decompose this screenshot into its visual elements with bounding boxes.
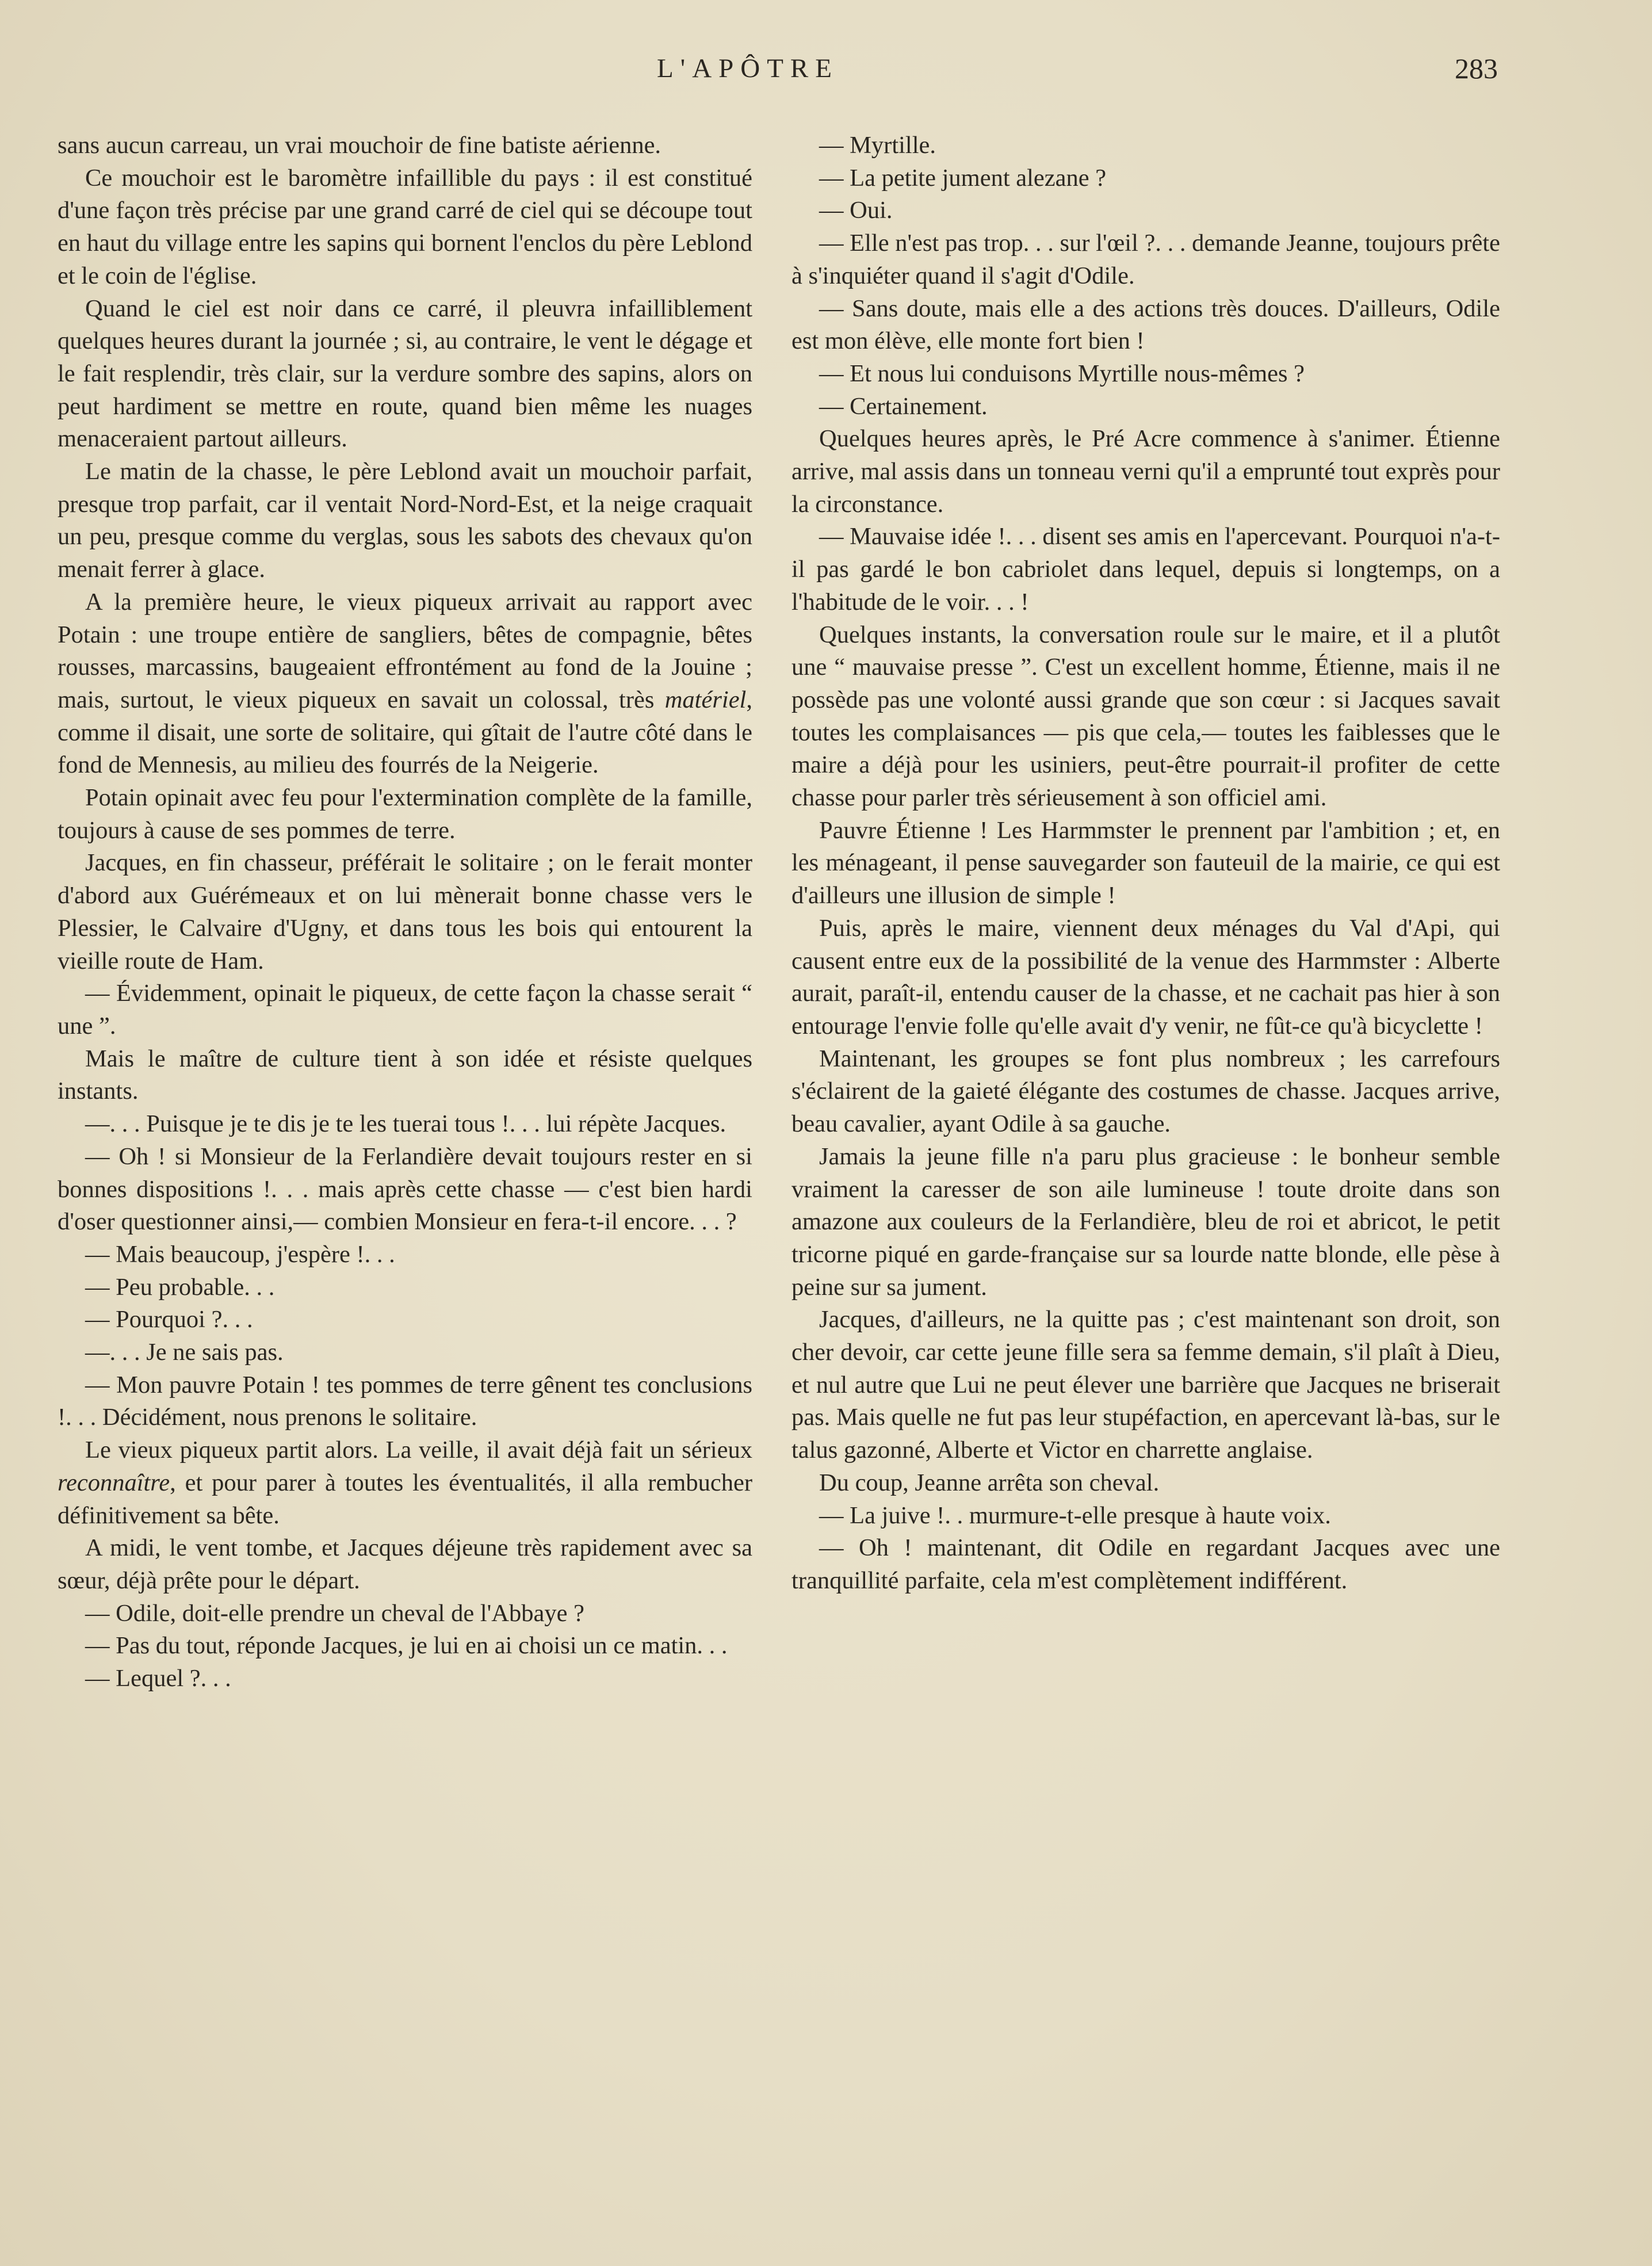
paragraph: —. . . Je ne sais pas. xyxy=(85,1339,284,1366)
running-title: L'APÔTRE xyxy=(657,54,839,83)
paragraph: — Et nous lui conduisons Myrtille nous-mêmes ? xyxy=(819,360,1305,387)
paragraph: — Pourquoi ?. . . xyxy=(85,1306,253,1333)
paragraph: Jacques, en fin chasseur, préférait le solitaire ; on le ferait monter d'abord aux Guérémeaux et on lui mènerait bonne chasse vers le Plessier, le Calvaire d'Ugny, et dans tous les bois qui entourent la vieille route de Ham. xyxy=(58,849,752,975)
paragraph: A midi, le vent tombe, et Jacques déjeune très rapidement avec sa sœur, déjà prête pour le départ. xyxy=(58,1534,752,1594)
italic-word: matériel xyxy=(664,686,747,713)
paragraph: Pauvre Étienne ! Les Harmmster le prennent par l'ambition ; et, en les ménageant, il pense sauvegarder son fauteuil de la mairie, ce qui est d'ailleurs une illusion de simple ! xyxy=(791,816,1500,910)
paragraph: — Pas du tout, réponde Jacques, je lui en ai choisi un ce matin. . . xyxy=(85,1632,728,1660)
paragraph: — Oui. xyxy=(819,197,893,224)
paragraph: Le vieux piqueux partit alors. La veille, il avait déjà fait un sérieux reconnaître, et pour parer à toutes les éventualités, il alla rembucher définitivement sa bête. xyxy=(58,1436,752,1529)
paragraph: — Sans doute, mais elle a des actions très douces. D'ailleurs, Odile est mon élève, elle monte fort bien ! xyxy=(791,295,1500,355)
paragraph: Quelques instants, la conversation roule sur le maire, et il a plutôt une “ mauvaise presse ”. C'est un excellent homme, Étienne, mais il ne possède pas une volonté aussi grande que son cœur : si Jacques savait toutes les complaisances — pis que cela,— toutes les faiblesses que le maire a déjà pour les usiniers, peut-être pourrait-il profiter de cette chasse pour parler très sérieusement à son officiel ami. xyxy=(791,621,1500,812)
paragraph: sans aucun carreau, un vrai mouchoir de fine batiste aérienne. xyxy=(58,132,661,159)
paragraph: Quelques heures après, le Pré Acre commence à s'animer. Étienne arrive, mal assis dans un tonneau verni qu'il a emprunté tout exprès pour la circonstance. xyxy=(791,425,1500,518)
paragraph: — Évidemment, opinait le piqueux, de cette façon la chasse serait “ une ”. xyxy=(58,980,752,1040)
paragraph: — Oh ! maintenant, dit Odile en regardant Jacques avec une tranquillité parfaite, cela m'est complètement indifférent. xyxy=(791,1534,1500,1594)
paragraph: — La petite jument alezane ? xyxy=(819,164,1107,192)
paragraph: — Elle n'est pas trop. . . sur l'œil ?. . . demande Jeanne, toujours prête à s'inquiéter quand il s'agit d'Odile. xyxy=(791,230,1500,289)
paragraph: A la première heure, le vieux piqueux arrivait au rapport avec Potain : une troupe entière de sangliers, bêtes de compagnie, bêtes rousses, marcassins, baugeaient effrontément au fond de la Jouine ; mais, surtout, le vieux piqueux en savait un colossal, très matériel, comme il disait, une sorte de solitaire, qui gîtait de l'autre côté dans le fond de Mennesis, au milieu des fourrés de la Neigerie. xyxy=(58,588,752,779)
paragraph: — Mauvaise idée !. . . disent ses amis en l'apercevant. Pourquoi n'a-t-il pas gardé le bon cabriolet dans lequel, depuis si longtemps, on a l'habitude de le voir. . . ! xyxy=(791,523,1500,616)
paragraph: Du coup, Jeanne arrêta son cheval. xyxy=(819,1469,1160,1496)
paragraph: Le matin de la chasse, le père Leblond avait un mouchoir parfait, presque trop parfait, car il ventait Nord-Nord-Est, et la neige craquait un peu, presque comme du verglas, sous les sabots des chevaux qu'on menait ferrer à glace. xyxy=(58,458,752,583)
paragraph: — Mon pauvre Potain ! tes pommes de terre gênent tes conclusions !. . . Décidément, nous prenons le solitaire. xyxy=(58,1371,752,1431)
page-header xyxy=(0,51,1652,91)
italic-word: reconnaître xyxy=(58,1469,170,1496)
paragraph: Potain opinait avec feu pour l'extermination complète de la famille, toujours à cause de ses pommes de terre. xyxy=(58,784,752,844)
paragraph: — La juive !. . murmure-t-elle presque à haute voix. xyxy=(819,1501,1331,1529)
right-column xyxy=(791,129,1500,1598)
paragraph: Quand le ciel est noir dans ce carré, il pleuvra infailliblement quelques heures durant la journée ; si, au contraire, le vent le dégage et le fait resplendir, très clair, sur la verdure sombre des sapins, alors on peut hardiment se mettre en route, quand bien même les nuages menaceraient partout ailleurs. xyxy=(58,295,752,453)
paragraph: — Odile, doit-elle prendre un cheval de l'Abbaye ? xyxy=(85,1599,584,1627)
paragraph: Puis, après le maire, viennent deux ménages du Val d'Api, qui causent entre eux de la possibilité de la venue des Harmmster : Alberte aurait, paraît-il, entendu causer de la chasse, et ne cachait pas hier à son entourage l'envie folle qu'elle avait d'y venir, ne fût-ce qu'à bicyclette ! xyxy=(791,914,1500,1040)
page-number: 283 xyxy=(1455,52,1498,85)
paragraph: Jacques, d'ailleurs, ne la quitte pas ; c'est maintenant son droit, son cher devoir, car cette jeune fille sera sa femme demain, s'il plaît à Dieu, et nul autre que Lui ne peut élever une barrière que Jacques ne briserait pas. Mais quelle ne fut pas leur stupéfaction, en apercevant là-bas, sur le talus gazonné, Alberte et Victor en charrette anglaise. xyxy=(791,1306,1500,1464)
paragraph: Jamais la jeune fille n'a paru plus gracieuse : le bonheur semble vraiment la caresser de son aile lumineuse ! toute droite dans son amazone aux couleurs de la Ferlandière, bleu de roi et abricot, le petit tricorne piqué en garde-française sur sa lourde natte blonde, elle pèse à peine sur sa jument. xyxy=(791,1142,1500,1301)
paragraph: — Myrtille. xyxy=(819,132,936,159)
paragraph: Mais le maître de culture tient à son idée et résiste quelques instants. xyxy=(58,1045,752,1105)
paragraph: Ce mouchoir est le baromètre infaillible du pays : il est constitué d'une façon très précise par une grand carré de ciel qui se découpe tout en haut du village entre les sapins qui bornent l'enclos du père Leblond et le coin de l'église. xyxy=(58,164,752,289)
paragraph: Maintenant, les groupes se font plus nombreux ; les carrefours s'éclairent de la gaieté élégante des costumes de chasse. Jacques arrive, beau cavalier, ayant Odile à sa gauche. xyxy=(791,1045,1500,1138)
paragraph: — Mais beaucoup, j'espère !. . . xyxy=(85,1240,395,1268)
paragraph: —. . . Puisque je te dis je te les tuerai tous !. . . lui répète Jacques. xyxy=(85,1110,726,1138)
paragraph: — Peu probable. . . xyxy=(85,1273,275,1301)
left-column xyxy=(58,129,752,1695)
paragraph: — Certainement. xyxy=(819,392,988,420)
paragraph: — Oh ! si Monsieur de la Ferlandière devait toujours rester en si bonnes dispositions !. . . mais après cette chasse — c'est bien hardi d'oser questionner ainsi,— combien Monsieur en fera-t-il encore. . . ? xyxy=(58,1142,752,1236)
paragraph: — Lequel ?. . . xyxy=(85,1665,231,1692)
